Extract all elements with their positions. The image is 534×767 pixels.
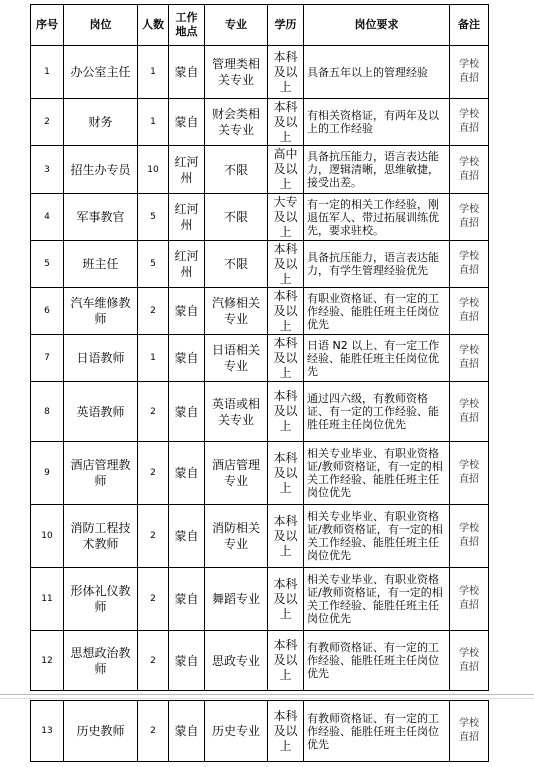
cell-major: 思政专业: [205, 631, 268, 691]
cell-requirement: 通过四六级，有教师资格证、有一定的工作经验、能胜任班主任岗位优先: [304, 382, 450, 442]
cell-position: 日语教师: [64, 335, 138, 382]
cell-major: 管理类相关专业: [205, 46, 268, 99]
recruitment-table-continued: [30, 700, 489, 762]
cell-count: 2: [138, 631, 169, 691]
cell-position: 历史教师: [64, 701, 138, 762]
cell-location: 蒙自: [169, 99, 205, 146]
cell-count: 2: [138, 701, 169, 762]
cell-requirement: 具备抗压能力，语言表达能力，有学生管理经验优先: [304, 241, 450, 288]
header-count: 人数: [138, 5, 169, 46]
cell-major: 汽修相关专业: [205, 288, 268, 335]
cell-remark: 学校直招: [450, 335, 489, 382]
header-location: 工作地点: [169, 5, 205, 46]
cell-position: 办公室主任: [64, 46, 138, 99]
cell-requirement: 有相关资格证，有两年及以上的工作经验: [304, 99, 450, 146]
table-row: [31, 194, 489, 241]
cell-position: 酒店管理教师: [64, 442, 138, 505]
cell-education: 本科及以上: [268, 335, 304, 382]
cell-position: 形体礼仪教师: [64, 568, 138, 631]
cell-location: 蒙自: [169, 382, 205, 442]
cell-no: 8: [31, 382, 64, 442]
table-row: [31, 146, 489, 194]
cell-remark: 学校直招: [450, 194, 489, 241]
cell-requirement: 具备五年以上的管理经验: [304, 46, 450, 99]
cell-count: 10: [138, 146, 169, 194]
cell-requirement: 日语 N2 以上、有一定工作经验、能胜任班主任岗位优先: [304, 335, 450, 382]
cell-location: 蒙自: [169, 568, 205, 631]
cell-no: 6: [31, 288, 64, 335]
table-row: [31, 99, 489, 146]
recruitment-table: [30, 4, 489, 691]
cell-position: 思想政治教师: [64, 631, 138, 691]
cell-location: 红河州: [169, 241, 205, 288]
cell-remark: 学校直招: [450, 442, 489, 505]
cell-major: 酒店管理专业: [205, 442, 268, 505]
cell-no: 10: [31, 505, 64, 568]
header-position: 岗位: [64, 5, 138, 46]
cell-education: 本科及以上: [268, 382, 304, 442]
table-row: [31, 46, 489, 99]
cell-education: 本科及以上: [268, 99, 304, 146]
cell-education: 本科及以上: [268, 46, 304, 99]
cell-major: 历史专业: [205, 701, 268, 762]
page-break-line: [0, 694, 534, 695]
cell-no: 13: [31, 701, 64, 762]
cell-count: 2: [138, 568, 169, 631]
cell-position: 英语教师: [64, 382, 138, 442]
table-row: [31, 701, 489, 762]
cell-no: 3: [31, 146, 64, 194]
cell-count: 2: [138, 382, 169, 442]
cell-count: 1: [138, 99, 169, 146]
table-row: [31, 382, 489, 442]
cell-no: 4: [31, 194, 64, 241]
cell-position: 招生办专员: [64, 146, 138, 194]
table-row: [31, 335, 489, 382]
cell-no: 11: [31, 568, 64, 631]
cell-location: 蒙自: [169, 631, 205, 691]
cell-location: 蒙自: [169, 505, 205, 568]
cell-requirement: 相关专业毕业、有职业资格证/教师资格证，有一定的相关工作经验、能胜任班主任岗位优先: [304, 568, 450, 631]
cell-remark: 学校直招: [450, 568, 489, 631]
cell-major: 财会类相关专业: [205, 99, 268, 146]
cell-education: 本科及以上: [268, 442, 304, 505]
table-body: [31, 46, 489, 691]
table-row: [31, 442, 489, 505]
cell-remark: 学校直招: [450, 241, 489, 288]
cell-remark: 学校直招: [450, 146, 489, 194]
cell-education: 本科及以上: [268, 241, 304, 288]
cell-no: 2: [31, 99, 64, 146]
cell-requirement: 具备抗压能力，语言表达能力，逻辑清晰，思维敏捷，接受出差。: [304, 146, 450, 194]
table-row: [31, 631, 489, 691]
cell-location: 蒙自: [169, 288, 205, 335]
cell-no: 5: [31, 241, 64, 288]
cell-remark: 学校直招: [450, 631, 489, 691]
cell-position: 财务: [64, 99, 138, 146]
cell-no: 7: [31, 335, 64, 382]
cell-count: 1: [138, 46, 169, 99]
cell-location: 蒙自: [169, 46, 205, 99]
header-no: 序号: [31, 5, 64, 46]
page-break-line: [0, 698, 534, 699]
cell-major: 不限: [205, 146, 268, 194]
cell-count: 5: [138, 241, 169, 288]
table-header-row: [31, 5, 489, 46]
cell-count: 5: [138, 194, 169, 241]
cell-major: 日语相关专业: [205, 335, 268, 382]
cell-requirement: 有教师资格证、有一定的工作经验、能胜任班主任岗位优先: [304, 631, 450, 691]
cell-major: 消防相关专业: [205, 505, 268, 568]
header-requirement: 岗位要求: [304, 5, 450, 46]
cell-remark: 学校直招: [450, 701, 489, 762]
cell-location: 蒙自: [169, 442, 205, 505]
cell-education: 本科及以上: [268, 631, 304, 691]
cell-position: 军事教官: [64, 194, 138, 241]
cell-major: 不限: [205, 241, 268, 288]
cell-requirement: 有职业资格证、有一定的工作经验、能胜任班主任岗位优先: [304, 288, 450, 335]
cell-location: 蒙自: [169, 335, 205, 382]
cell-count: 1: [138, 335, 169, 382]
table-row: [31, 505, 489, 568]
cell-location: 红河州: [169, 146, 205, 194]
cell-count: 2: [138, 442, 169, 505]
cell-education: 本科及以上: [268, 568, 304, 631]
cell-requirement: 相关专业毕业、有职业资格证/教师资格证，有一定的相关工作经验、能胜任班主任岗位优先: [304, 505, 450, 568]
cell-remark: 学校直招: [450, 382, 489, 442]
cell-major: 不限: [205, 194, 268, 241]
header-education: 学历: [268, 5, 304, 46]
cell-count: 2: [138, 288, 169, 335]
cell-remark: 学校直招: [450, 46, 489, 99]
cell-count: 2: [138, 505, 169, 568]
cell-remark: 学校直招: [450, 99, 489, 146]
cell-remark: 学校直招: [450, 288, 489, 335]
cell-position: 班主任: [64, 241, 138, 288]
cell-major: 英语或相关专业: [205, 382, 268, 442]
cell-education: 本科及以上: [268, 288, 304, 335]
cell-requirement: 有一定的相关工作经验，刚退伍军人、带过拓展训练优先，要求驻校。: [304, 194, 450, 241]
cell-no: 9: [31, 442, 64, 505]
cell-position: 汽车维修教师: [64, 288, 138, 335]
cell-education: 大专及以上: [268, 194, 304, 241]
table-body-continued: [31, 701, 489, 762]
cell-remark: 学校直招: [450, 505, 489, 568]
cell-requirement: 有教师资格证、有一定的工作经验、能胜任班主任岗位优先: [304, 701, 450, 762]
cell-education: 本科及以上: [268, 505, 304, 568]
cell-major: 舞蹈专业: [205, 568, 268, 631]
cell-position: 消防工程技术教师: [64, 505, 138, 568]
table-row: [31, 241, 489, 288]
table-row: [31, 288, 489, 335]
cell-no: 1: [31, 46, 64, 99]
header-remark: 备注: [450, 5, 489, 46]
cell-location: 红河州: [169, 194, 205, 241]
table-row: [31, 568, 489, 631]
header-major: 专业: [205, 5, 268, 46]
cell-education: 高中及以上: [268, 146, 304, 194]
cell-no: 12: [31, 631, 64, 691]
cell-requirement: 相关专业毕业、有职业资格证/教师资格证，有一定的相关工作经验、能胜任班主任岗位优先: [304, 442, 450, 505]
cell-location: 蒙自: [169, 701, 205, 762]
cell-education: 本科及以上: [268, 701, 304, 762]
